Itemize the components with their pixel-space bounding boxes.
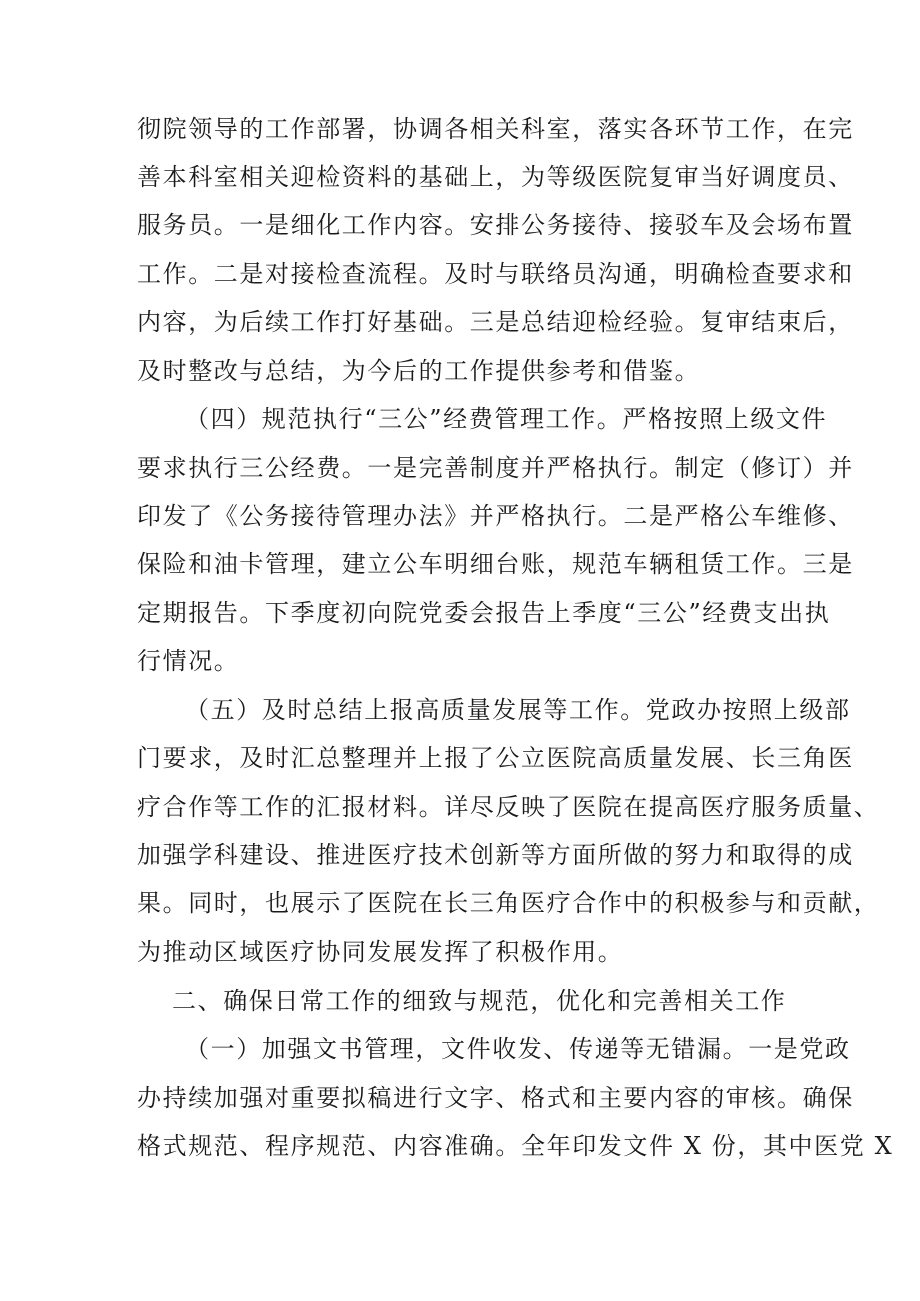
text-line: 为推动区域医疗协同发展发挥了积极作用。 (137, 938, 624, 966)
text-line: 定期报告。下季度初向院党委会报告上季度“三公”经费支出执 (137, 599, 831, 627)
text-line: （四）规范执行“三公”经费管理工作。严格按照上级文件 (185, 405, 828, 433)
section-heading-text: 二、确保日常工作的细致与规范，优化和完善相关工作 (172, 987, 787, 1015)
text-line: 彻院领导的工作部署，协调各相关科室，落实各环节工作，在完 (137, 115, 854, 143)
text-line: 服务员。一是细化工作内容。安排公务接待、接驳车及会场布置 (137, 211, 854, 239)
text-line: 内容，为后续工作打好基础。三是总结迎检经验。复审结束后， (137, 308, 854, 336)
text-line: 门要求，及时汇总整理并上报了公立医院高质量发展、长三角医 (137, 744, 854, 772)
text-line: 格式规范、程序规范、内容准确。全年印发文件 X 份，其中医党 X (137, 1132, 894, 1160)
text-line: 要求执行三公经费。一是完善制度并严格执行。制定（修订）并 (137, 454, 854, 482)
text-line: 保险和油卡管理，建立公车明细台账，规范车辆租赁工作。三是 (137, 550, 854, 578)
text-line: 工作。二是对接检查流程。及时与联络员沟通，明确检查要求和 (137, 260, 854, 288)
text-line: 办持续加强对重要拟稿进行文字、格式和主要内容的审核。确保 (137, 1084, 854, 1112)
text-line: 加强学科建设、推进医疗技术创新等方面所做的努力和取得的成 (137, 841, 854, 869)
text-line: 疗合作等工作的汇报材料。详尽反映了医院在提高医疗服务质量、 (137, 793, 880, 821)
text-line: （五）及时总结上报高质量发展等工作。党政办按照上级部 (185, 696, 851, 724)
text-line: 行情况。 (137, 647, 240, 675)
text-line: 善本科室相关迎检资料的基础上，为等级医院复审当好调度员、 (137, 163, 854, 191)
text-line: 及时整改与总结，为今后的工作提供参考和借鉴。 (137, 357, 701, 385)
text-line: 印发了《公务接待管理办法》并严格执行。二是严格公车维修、 (137, 502, 854, 530)
text-line: 果。同时，也展示了医院在长三角医疗合作中的积极参与和贡献， (137, 889, 880, 917)
text-line: （一）加强文书管理，文件收发、传递等无错漏。一是党政 (185, 1035, 851, 1063)
